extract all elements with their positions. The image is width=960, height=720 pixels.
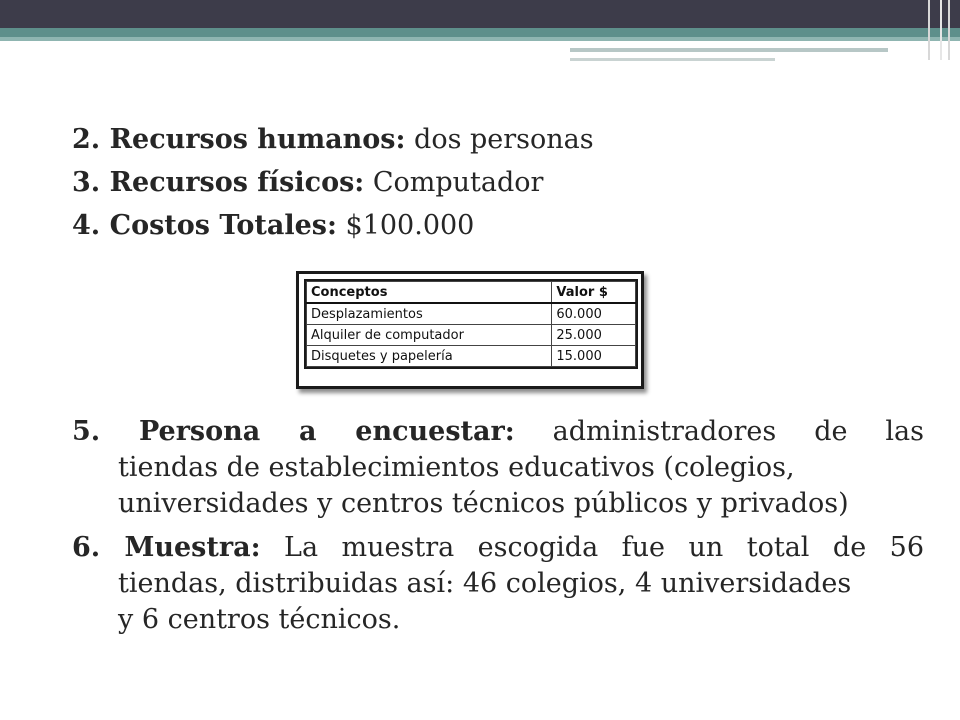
- item-value: dos personas: [405, 124, 594, 155]
- item-value: Computador: [364, 167, 544, 198]
- header-stripe-light: [0, 37, 960, 41]
- decorative-frame: [928, 0, 950, 60]
- table-cell: 60.000: [552, 303, 636, 325]
- table-cell: 25.000: [552, 325, 636, 346]
- header-bar: [0, 0, 960, 28]
- table-cell: Desplazamientos: [307, 303, 552, 325]
- item-label: 4. Costos Totales:: [72, 210, 337, 241]
- table-cell: Disquetes y papelería: [307, 346, 552, 367]
- item-recursos-humanos: [72, 118, 924, 161]
- paragraph-muestra: [72, 530, 924, 638]
- paragraph-line: tiendas de establecimientos educativos (colegios,: [118, 452, 795, 483]
- paragraph-text: La muestra escogida fue un total de 56: [260, 532, 924, 563]
- table-cell: Alquiler de computador: [307, 325, 552, 346]
- decorative-line: [570, 58, 775, 61]
- item-costos-totales: [72, 204, 924, 247]
- paragraph-line: tiendas, distribuidas así: 46 colegios, 4 universidades: [118, 568, 852, 599]
- item-label: 2. Recursos humanos:: [72, 124, 406, 155]
- paragraph-persona-encuestar: [72, 414, 924, 522]
- item-value: $100.000: [336, 210, 475, 241]
- table-row: [307, 325, 636, 346]
- paragraph-line: universidades y centros técnicos públicos y privados): [118, 488, 849, 519]
- decorative-line: [570, 48, 888, 52]
- paragraph-line: [72, 530, 924, 566]
- item-label: 3. Recursos físicos:: [72, 167, 365, 198]
- table-header-row: [307, 282, 636, 304]
- table-row: [307, 346, 636, 367]
- paragraph-line: y 6 centros técnicos.: [118, 604, 401, 635]
- paragraph-label: 6. Muestra:: [72, 532, 261, 563]
- paragraph-line: [72, 414, 924, 450]
- item-list: [72, 118, 924, 247]
- paragraph-label: 5. Persona a encuestar:: [72, 416, 515, 447]
- item-recursos-fisicos: [72, 161, 924, 204]
- paragraph-text: administradores de las: [514, 416, 924, 447]
- table-cell: 15.000: [552, 346, 636, 367]
- table-row: [307, 303, 636, 325]
- header-stripe: [0, 28, 960, 37]
- cost-table-container: [304, 279, 638, 369]
- column-header-valor: Valor $: [552, 282, 636, 304]
- column-header-conceptos: Conceptos: [307, 282, 552, 304]
- cost-table: [306, 281, 636, 367]
- decorative-frame: [940, 0, 942, 60]
- cost-table-frame: [296, 271, 644, 389]
